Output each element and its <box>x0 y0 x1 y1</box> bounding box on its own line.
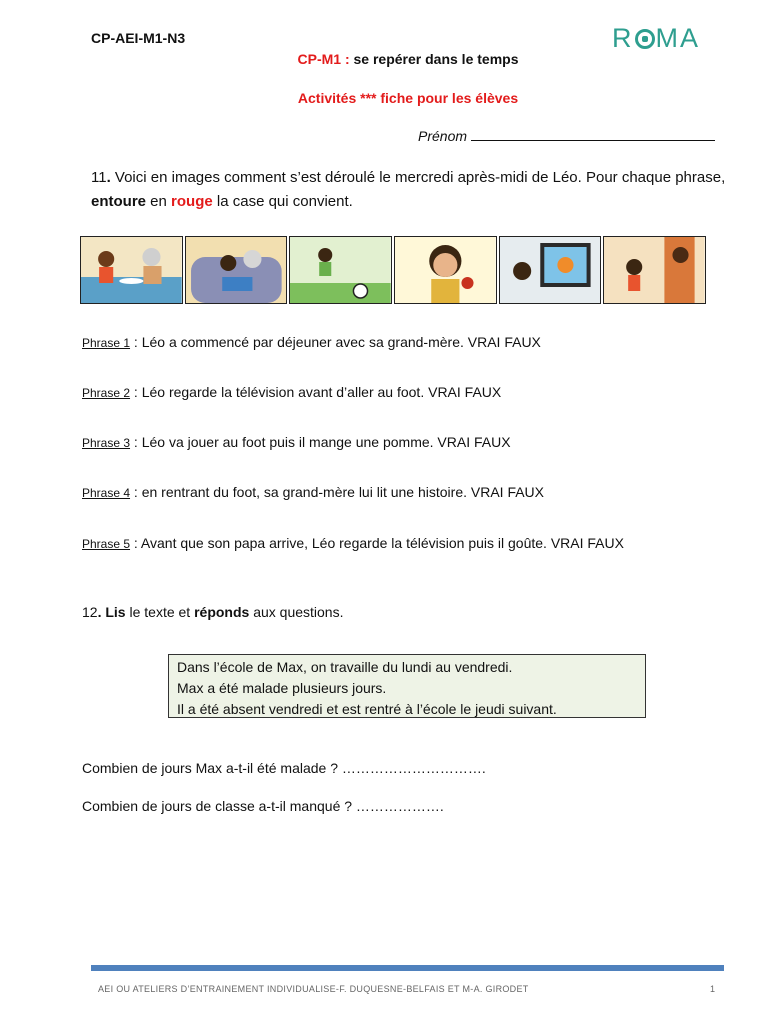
title-prefix: CP-M1 : <box>297 51 350 67</box>
comic-panel-story <box>185 236 288 304</box>
phrase-5-label: Phrase 5 <box>82 537 131 551</box>
reading-text-box <box>168 654 646 718</box>
phrase-2 <box>82 384 501 400</box>
exercise-11-bold: entoure <box>91 193 147 210</box>
phrase-5 <box>82 535 624 551</box>
phrase-4-text: : en rentrant du foot, sa grand-mère lui lit une histoire. VRAI FAUX <box>130 484 545 500</box>
exercise-11-dot: . <box>106 169 111 186</box>
footer-divider <box>91 965 724 971</box>
phrase-5-text: : Avant que son papa arrive, Léo regarde la télévision puis il goûte. VRAI FAUX <box>130 535 624 551</box>
exercise-11-number: 11 <box>91 169 107 186</box>
document-code: CP-AEI-M1-N3 <box>91 30 186 46</box>
comic-panel-apple <box>394 236 497 304</box>
comic-strip <box>80 236 706 304</box>
comic-panel-lunch <box>80 236 183 304</box>
logo-letters-ma: MA <box>655 23 700 53</box>
prenom-label: Prénom <box>418 128 468 144</box>
phrase-1-label: Phrase 1 <box>82 336 131 350</box>
phrase-3-text: : Léo va jouer au foot puis il mange une pomme. VRAI FAUX <box>130 434 511 450</box>
reading-line-3: Il a été absent vendredi et est rentré à l’école le jeudi suivant. <box>177 701 557 717</box>
phrase-4-label: Phrase 4 <box>82 486 131 500</box>
exercise-12-number: 12 <box>82 604 98 620</box>
page-number: 1 <box>710 984 716 994</box>
phrase-2-text: : Léo regarde la télévision avant d’aller au foot. VRAI FAUX <box>130 384 502 400</box>
exercise-12-dot: . <box>97 604 102 620</box>
exercise-11-text1: Voici en images comment s’est déroulé le mercredi après-midi de Léo. Pour chaque phrase, <box>110 169 726 186</box>
comic-panel-television <box>499 236 602 304</box>
page-title <box>0 51 770 67</box>
question-2: Combien de jours de classe a-t-il manqué ? ………………. <box>82 798 444 814</box>
exercise-11-red: rouge <box>171 193 213 210</box>
phrase-2-label: Phrase 2 <box>82 386 131 400</box>
exercise-12-text2: aux questions. <box>249 604 344 620</box>
reading-line-2: Max a été malade plusieurs jours. <box>177 680 387 696</box>
phrase-3-label: Phrase 3 <box>82 436 131 450</box>
exercise-12-instructions <box>82 604 343 620</box>
footer-credits: AEI OU ATELIERS D’ENTRAINEMENT INDIVIDUALISE-F. DUQUESNE-BELFAIS ET M-A. GIRODET <box>98 984 529 994</box>
phrase-1-text: : Léo a commencé par déjeuner avec sa grand-mère. VRAI FAUX <box>130 334 541 350</box>
exercise-11-instructions <box>91 166 741 214</box>
title-text: se repérer dans le temps <box>349 51 519 67</box>
exercise-12-text1: le texte et <box>125 604 195 620</box>
exercise-11-text2: en <box>146 193 172 210</box>
logo-o-icon <box>635 29 655 49</box>
roma-logo <box>612 23 700 54</box>
exercise-12-bold1: Lis <box>101 604 126 620</box>
phrase-3 <box>82 434 511 450</box>
prenom-field <box>418 128 715 144</box>
exercise-11-text3: la case qui convient. <box>212 193 353 210</box>
exercise-12-bold2: réponds <box>194 604 250 620</box>
phrase-1 <box>82 334 541 350</box>
reading-line-1: Dans l’école de Max, on travaille du lundi au vendredi. <box>177 659 513 675</box>
page-subtitle: Activités *** fiche pour les élèves <box>297 90 519 106</box>
phrase-4 <box>82 484 544 500</box>
question-1: Combien de jours Max a-t-il été malade ? …………………………. <box>82 760 486 776</box>
logo-letter-r: R <box>612 23 634 53</box>
prenom-blank-line[interactable] <box>471 128 715 141</box>
comic-panel-papa-arrives <box>603 236 706 304</box>
comic-panel-football <box>289 236 392 304</box>
